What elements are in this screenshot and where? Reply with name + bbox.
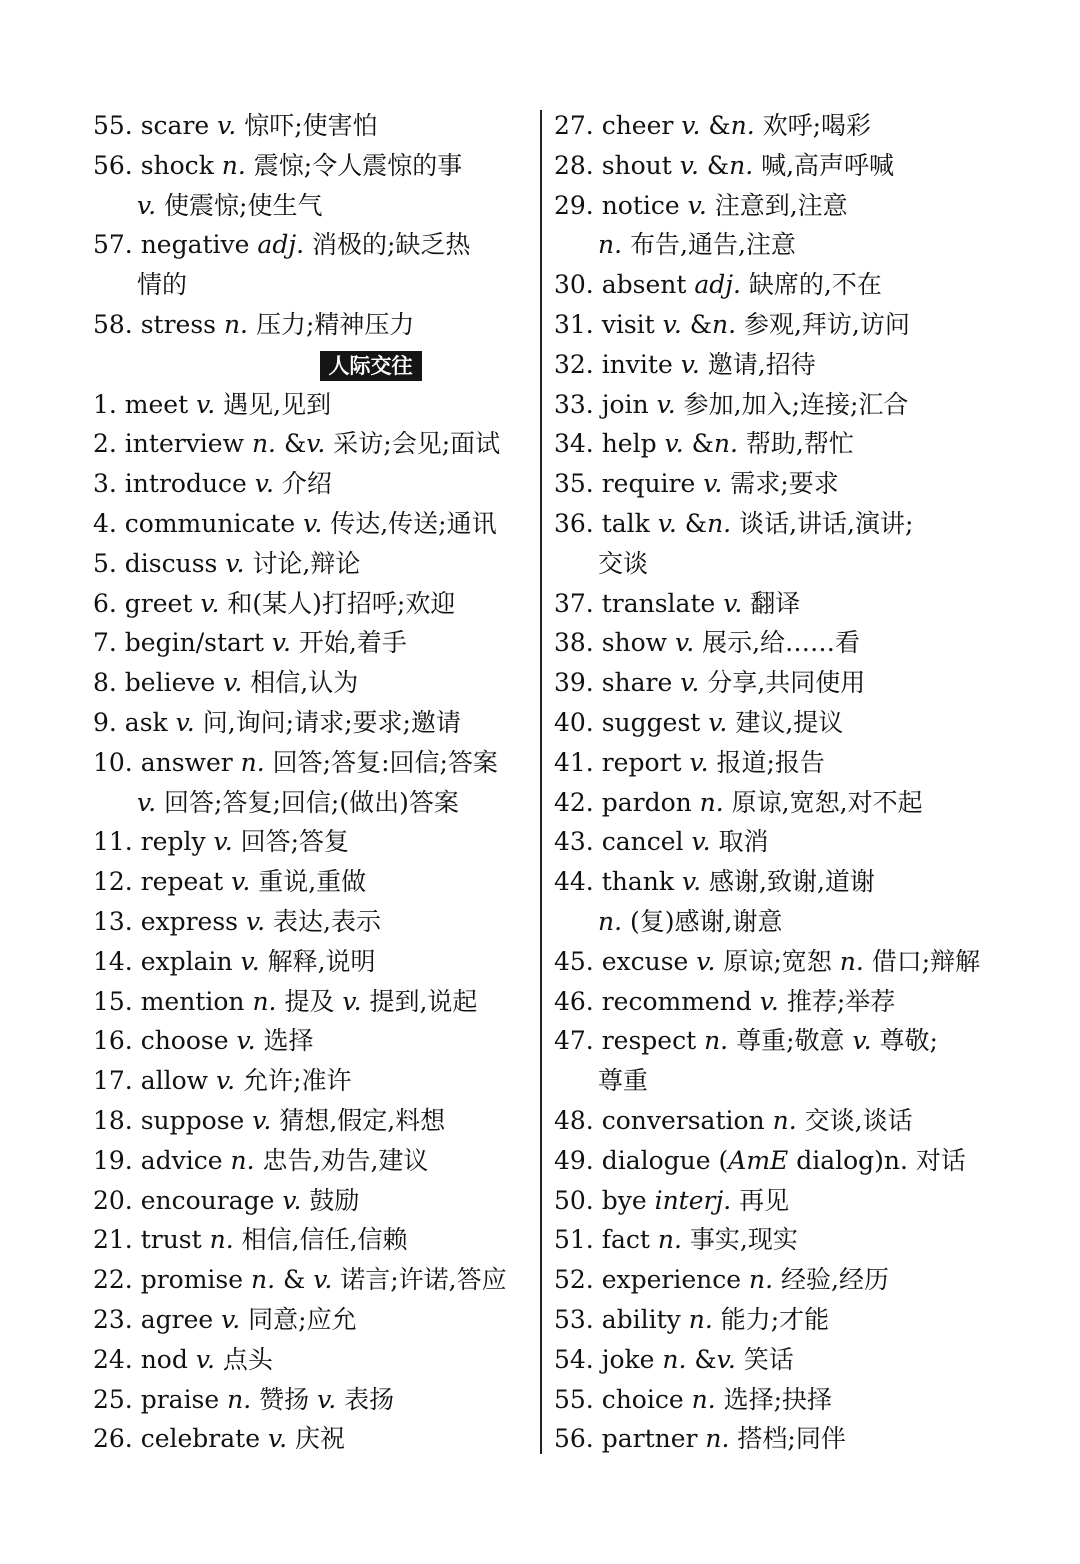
- vocab-entry: 44. thank v. 感谢,致谢,道谢: [554, 867, 875, 897]
- vocab-entry: 13. express v. 表达,表示: [93, 906, 381, 936]
- vocab-entry-continuation: n. 布告,通告,注意: [598, 230, 796, 260]
- section-title: 人际交往: [320, 351, 422, 381]
- vocab-entry: 39. share v. 分享,共同使用: [554, 668, 866, 698]
- vocab-entry-continuation: v. 使震惊;使生气: [137, 190, 323, 220]
- vocab-entry: 43. cancel v. 取消: [554, 827, 769, 857]
- vocab-entry: 51. fact n. 事实,现实: [554, 1225, 798, 1255]
- vocab-entry: 8. believe v. 相信,认为: [93, 668, 359, 698]
- vocab-entry: 25. praise n. 赞扬 v. 表扬: [93, 1384, 395, 1414]
- vocab-entry: 2. interview n. &v. 采访;会见;面试: [93, 429, 501, 459]
- vocab-entry: 1. meet v. 遇见,见到: [93, 389, 332, 419]
- vocab-entry: 11. reply v. 回答;答复: [93, 827, 350, 857]
- column-divider: [540, 110, 542, 1454]
- vocab-entry: 21. trust n. 相信,信任,信赖: [93, 1225, 408, 1255]
- vocab-entry: 17. allow v. 允许;准许: [93, 1066, 352, 1096]
- vocab-entry: 19. advice n. 忠告,劝告,建议: [93, 1145, 429, 1175]
- vocab-entry: 56. shock n. 震惊;令人震惊的事: [93, 150, 463, 180]
- vocab-entry: 47. respect n. 尊重;敬意 v. 尊敬;: [554, 1026, 938, 1056]
- vocab-entry: 14. explain v. 解释,说明: [93, 946, 376, 976]
- vocab-entry: 5. discuss v. 讨论,辩论: [93, 548, 361, 578]
- vocab-entry: 28. shout v. &n. 喊,高声呼喊: [554, 150, 895, 180]
- vocab-entry: 9. ask v. 问,询问;请求;要求;邀请: [93, 707, 461, 737]
- right-column: [554, 106, 994, 1459]
- vocab-entry: 34. help v. &n. 帮助,帮忙: [554, 429, 854, 459]
- vocab-entry: 30. absent adj. 缺席的,不在: [554, 270, 882, 300]
- vocab-entry: 10. answer n. 回答;答复:回信;答案: [93, 747, 498, 777]
- vocab-entry: 31. visit v. &n. 参观,拜访,访问: [554, 309, 910, 339]
- vocab-entry: 42. pardon n. 原谅,宽恕,对不起: [554, 787, 923, 817]
- vocab-entry: 45. excuse v. 原谅;宽恕 n. 借口;辩解: [554, 946, 981, 976]
- vocab-entry: 18. suppose v. 猜想,假定,料想: [93, 1105, 446, 1135]
- vocab-entry: 35. require v. 需求;要求: [554, 469, 839, 499]
- vocab-entry: 15. mention n. 提及 v. 提到,说起: [93, 986, 478, 1016]
- vocab-entry: 54. joke n. &v. 笑话: [554, 1344, 794, 1374]
- vocab-entry: 12. repeat v. 重说,重做: [93, 867, 367, 897]
- vocab-entry: 52. experience n. 经验,经历: [554, 1265, 889, 1295]
- vocab-entry: 32. invite v. 邀请,招待: [554, 349, 816, 379]
- vocab-entry: 6. greet v. 和(某人)打招呼;欢迎: [93, 588, 456, 618]
- vocab-entry: 33. join v. 参加,加入;连接;汇合: [554, 389, 909, 419]
- vocab-entry: 36. talk v. &n. 谈话,讲话,演讲;: [554, 508, 914, 538]
- vocab-entry: 29. notice v. 注意到,注意: [554, 190, 848, 220]
- vocab-entry: 50. bye interj. 再见: [554, 1185, 790, 1215]
- vocab-entry-continuation: 尊重: [598, 1066, 649, 1096]
- vocab-entry: 26. celebrate v. 庆祝: [93, 1424, 346, 1454]
- vocab-entry: 16. choose v. 选择: [93, 1026, 314, 1056]
- vocab-entry: 53. ability n. 能力;才能: [554, 1304, 830, 1334]
- vocab-entry: 46. recommend v. 推荐;举荐: [554, 986, 896, 1016]
- vocab-entry: 58. stress n. 压力;精神压力: [93, 309, 415, 339]
- vocab-entry: 7. begin/start v. 开始,着手: [93, 628, 407, 658]
- vocab-entry: 56. partner n. 搭档;同伴: [554, 1424, 846, 1454]
- vocab-entry: 49. dialogue (AmE dialog)n. 对话: [554, 1145, 966, 1175]
- vocab-entry: 48. conversation n. 交谈,谈话: [554, 1105, 913, 1135]
- vocab-entry-continuation: 交谈: [598, 548, 649, 578]
- vocab-entry: 41. report v. 报道;报告: [554, 747, 825, 777]
- vocab-entry: 57. negative adj. 消极的;缺乏热: [93, 230, 471, 260]
- vocab-entry: 22. promise n. & v. 诺言;许诺,答应: [93, 1265, 507, 1295]
- vocab-entry: 3. introduce v. 介绍: [93, 469, 332, 499]
- vocab-entry: 55. scare v. 惊吓;使害怕: [93, 111, 378, 140]
- vocab-entry: 20. encourage v. 鼓励: [93, 1185, 360, 1215]
- vocab-entry: 4. communicate v. 传达,传送;通讯: [93, 508, 497, 538]
- section-heading-row: [93, 345, 528, 385]
- vocab-entry-continuation: 情的: [137, 270, 188, 300]
- vocab-entry-continuation: n. (复)感谢,谢意: [598, 906, 783, 936]
- vocab-entry: 27. cheer v. &n. 欢呼;喝彩: [554, 111, 872, 140]
- vocab-entry: 24. nod v. 点头: [93, 1344, 273, 1374]
- vocab-entry: 38. show v. 展示,给……看: [554, 628, 861, 658]
- left-column: [93, 106, 528, 1459]
- vocab-entry: 37. translate v. 翻译: [554, 588, 801, 618]
- vocab-entry: 55. choice n. 选择;抉择: [554, 1384, 833, 1414]
- vocab-entry: 23. agree v. 同意;应允: [93, 1304, 357, 1334]
- vocab-entry: 40. suggest v. 建议,提议: [554, 707, 844, 737]
- vocab-entry-continuation: v. 回答;答复;回信;(做出)答案: [137, 787, 459, 817]
